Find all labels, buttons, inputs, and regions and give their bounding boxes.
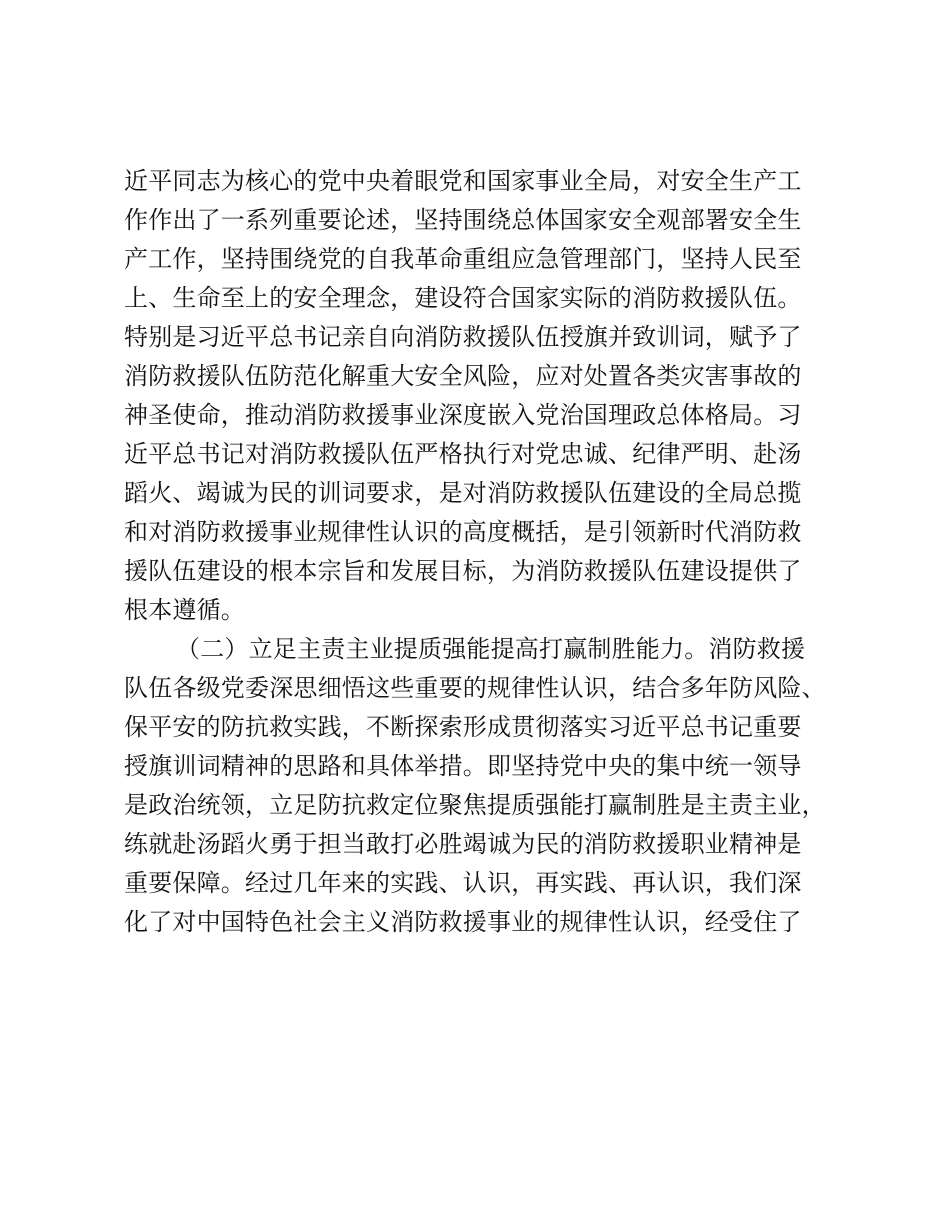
text-line: 和对消防救援事业规律性认识的高度概括，是引领新时代消防救 — [124, 518, 802, 546]
text-line: 练就赴汤蹈火勇于担当敢打必胜竭诚为民的消防救援职业精神是 — [124, 830, 802, 858]
text-line: 产工作，坚持围绕党的自我革命重组应急管理部门，坚持人民至 — [124, 245, 802, 273]
text-line: 蹈火、竭诚为民的训词要求，是对消防救援队伍建设的全局总揽 — [124, 479, 802, 507]
text-line: 援队伍建设的根本宗旨和发展目标，为消防救援队伍建设提供了 — [124, 557, 802, 585]
text-line: 根本遵循。 — [124, 596, 245, 624]
text-line: 上、生命至上的安全理念，建设符合国家实际的消防救援队伍。 — [124, 284, 802, 312]
text-line: 神圣使命，推动消防救援事业深度嵌入党治国理政总体格局。习 — [124, 401, 802, 429]
text-line: 特别是习近平总书记亲自向消防救援队伍授旗并致训词，赋予了 — [124, 323, 802, 351]
text-line: 授旗训词精神的思路和具体举措。即坚持党中央的集中统一领导 — [124, 752, 802, 780]
text-line: 保平安的防抗救实践，不断探索形成贯彻落实习近平总书记重要 — [124, 713, 802, 741]
text-line: 重要保障。经过几年来的实践、认识，再实践、再认识，我们深 — [124, 869, 802, 897]
body-text — [124, 162, 844, 942]
text-line: 是政治统领，立足防抗救定位聚焦提质强能打赢制胜是主责主业， — [124, 791, 826, 819]
text-line: 消防救援队伍防范化解重大安全风险，应对处置各类灾害事故的 — [124, 362, 802, 390]
text-line: 化了对中国特色社会主义消防救援事业的规律性认识，经受住了 — [124, 908, 802, 936]
text-line: 作作出了一系列重要论述，坚持围绕总体国家安全观部署安全生 — [124, 206, 802, 234]
text-line: 近平同志为核心的党中央着眼党和国家事业全局，对安全生产工 — [124, 167, 802, 195]
text-line: 近平总书记对消防救援队伍严格执行对党忠诚、纪律严明、赴汤 — [124, 440, 802, 468]
section-heading-line: （二）立足主责主业提质强能提高打赢制胜能力。消防救援 — [176, 635, 806, 663]
text-line: 队伍各级党委深思细悟这些重要的规律性认识，结合多年防风险、 — [124, 674, 826, 702]
